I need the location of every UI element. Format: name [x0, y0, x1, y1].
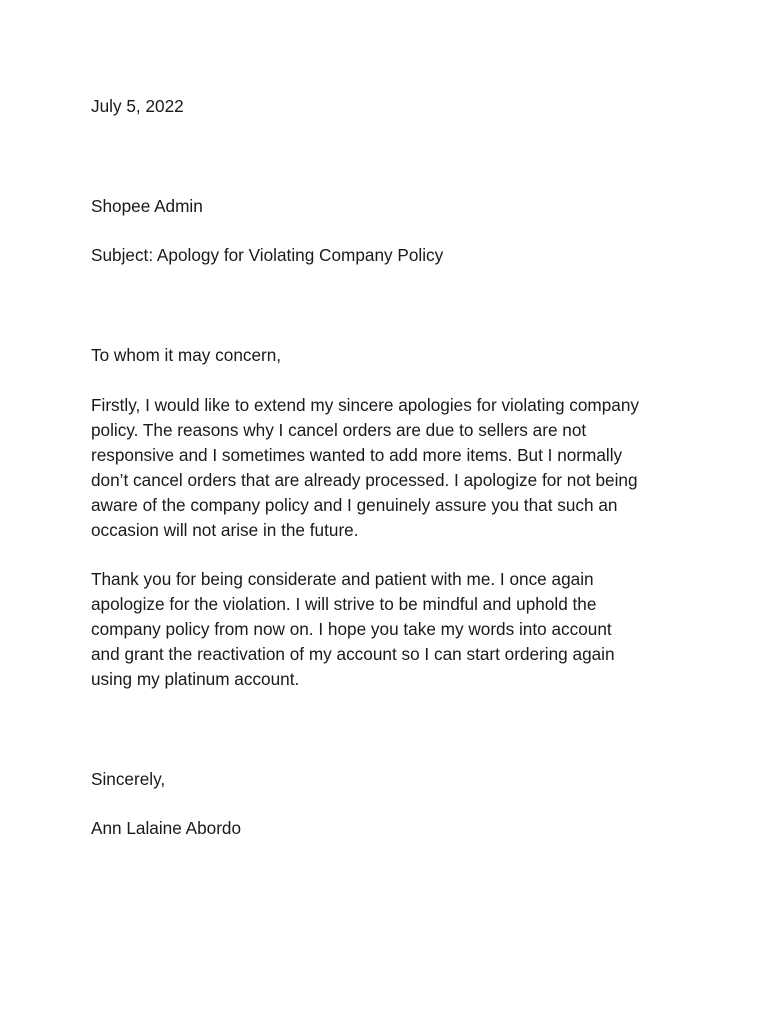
paragraph-line: Thank you for being considerate and patient with me. I once again [91, 569, 594, 589]
paragraph-line: and grant the reactivation of my account so I can start ordering again [91, 644, 615, 664]
paragraph-line: policy. The reasons why I cancel orders are due to sellers are not [91, 420, 587, 440]
paragraph-line: responsive and I sometimes wanted to add more items. But I normally [91, 445, 623, 465]
letter-date: July 5, 2022 [91, 96, 184, 116]
paragraph-line: using my platinum account. [91, 669, 300, 689]
paragraph-line: occasion will not arise in the future. [91, 520, 359, 540]
paragraph-line: don’t cancel orders that are already processed. I apologize for not being [91, 470, 638, 490]
paragraph-line: company policy from now on. I hope you take my words into account [91, 619, 612, 639]
subject-line: Subject: Apology for Violating Company Policy [91, 245, 444, 265]
paragraph-line: apologize for the violation. I will strive to be mindful and uphold the [91, 594, 597, 614]
recipient-name: Shopee Admin [91, 196, 203, 216]
closing: Sincerely, [91, 769, 166, 789]
body-paragraph-2 [91, 567, 691, 692]
paragraph-line: aware of the company policy and I genuinely assure you that such an [91, 495, 618, 515]
greeting: To whom it may concern, [91, 345, 282, 365]
signature-name: Ann Lalaine Abordo [91, 818, 242, 838]
body-paragraph-1 [91, 393, 691, 543]
paragraph-line: Firstly, I would like to extend my sincere apologies for violating company [91, 395, 640, 415]
